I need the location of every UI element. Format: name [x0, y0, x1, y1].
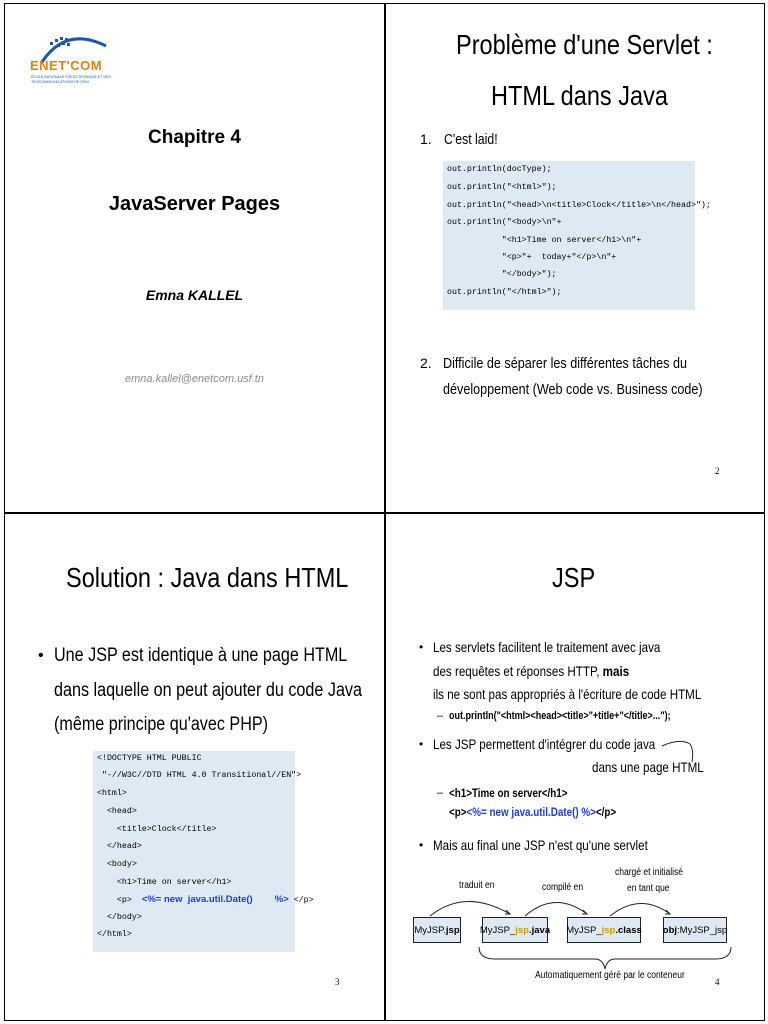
- code-block: [443, 161, 711, 310]
- bullet-line: des requêtes et réponses HTTP, mais: [433, 663, 630, 679]
- sub-bullet: <h1>Time on server</h1>: [449, 786, 568, 800]
- code-line: out.println("<html>");: [447, 183, 557, 192]
- author-email: emna.kallel@enetcom.usf.tn: [125, 373, 264, 385]
- flow-box-java: MyJSP_ jsp .java: [482, 917, 548, 943]
- list-item-2-line2: développement (Web code vs. Business code): [443, 381, 703, 398]
- code-line: <!DOCTYPE HTML PUBLIC: [97, 754, 202, 763]
- code-line: <html>: [97, 789, 127, 798]
- list-item-1: C'est laid!: [444, 131, 498, 148]
- code-line: <title>Clock</title>: [97, 825, 217, 834]
- page-number: 2: [715, 466, 720, 476]
- bullet-line: dans une page HTML: [592, 759, 704, 775]
- bullet-line: ils ne sont pas appropriés à l'écriture de code HTML: [433, 686, 702, 702]
- list-number-1: 1.: [420, 131, 432, 147]
- list-item-2-line1: Difficile de séparer les différentes tâches du: [443, 355, 687, 372]
- page-number: 4: [715, 977, 720, 987]
- bullet-line: Mais au final une JSP n'est qu'une servlet: [433, 837, 648, 853]
- list-number-2: 2.: [420, 355, 432, 371]
- sub-bullet: <p><%= new java.util.Date() %></p>: [449, 805, 617, 819]
- curved-arrow-icon: [660, 738, 700, 778]
- code-line: <body>: [97, 860, 137, 869]
- slide-title: Solution : Java dans HTML: [66, 562, 349, 593]
- logo-text: ENET'COM: [30, 58, 103, 73]
- code-line: </body>: [97, 913, 142, 922]
- flow-bottom-label: Automatiquement géré par le conteneur: [535, 970, 685, 981]
- bullet-line: Une JSP est identique à une page HTML: [54, 645, 348, 666]
- bullet-line: (même principe qu'avec PHP): [54, 714, 269, 735]
- author-name: Emna KALLEL: [145, 287, 244, 303]
- logo-subtitle: ÉCOLE NATIONALE D'ÉLECTRONIQUE ET DES TÉLÉCOMMUNICATIONS DE SFAX: [31, 75, 111, 84]
- bullet-icon: •: [38, 647, 44, 664]
- code-line: "<p>"+ today+"</p>\n"+: [447, 253, 617, 262]
- bullet-icon: •: [419, 737, 424, 751]
- code-block: [93, 751, 314, 952]
- flow-box-object: obj :MyJSP_jsp: [663, 917, 727, 943]
- code-line: out.println(docType);: [447, 165, 552, 174]
- flow-label-compiled: compilé en: [542, 882, 584, 893]
- flow-label-loaded-1: chargé et initialisé: [615, 867, 684, 878]
- jsp-expression: <%= new java.util.Date() %>: [466, 805, 596, 819]
- code-line: out.println("<body>\n"+: [447, 218, 562, 227]
- flow-label-translated: traduit en: [459, 880, 495, 891]
- page-number: 3: [335, 977, 340, 987]
- code-line: </head>: [97, 842, 142, 851]
- code-line: "</body>");: [447, 270, 557, 279]
- flow-box-class: MyJSP_ jsp .class: [567, 917, 641, 943]
- dash-icon: –: [437, 787, 444, 799]
- dash-icon: –: [437, 710, 444, 722]
- code-line: <head>: [97, 807, 137, 816]
- bullet-icon: •: [419, 838, 424, 852]
- bullet-icon: •: [419, 640, 424, 654]
- sub-bullet: out.println("<html><head><title>"+title+"</title>...");: [449, 710, 671, 722]
- code-line: <h1>Time on server</h1>: [97, 878, 232, 887]
- code-line: "<h1>Time on server</h1>\n"+: [447, 236, 642, 245]
- flow-box-jsp: MyJSP. jsp: [413, 917, 461, 943]
- code-line-jsp: <p> <%= new java.util.Date() %> </p>: [97, 894, 314, 905]
- slide-title: JavaServer Pages: [108, 193, 281, 215]
- code-line: "-//W3C//DTD HTML 4.0 Transitional//EN">: [97, 771, 302, 780]
- jsp-expression-end: %>: [274, 894, 289, 905]
- slide-title-line2: HTML dans Java: [491, 80, 668, 111]
- flow-label-loaded-2: en tant que: [627, 883, 670, 894]
- flow-arrows-icon: [405, 890, 755, 920]
- slide-title-line1: Problème d'une Servlet :: [456, 29, 713, 60]
- slide-title: JSP: [552, 562, 596, 593]
- jsp-expression: <%= new java.util.Date(): [141, 894, 253, 905]
- code-line: out.println("</html>");: [447, 288, 562, 297]
- chapter-label: Chapitre 4: [148, 127, 241, 148]
- bullet-line: Les servlets facilitent le traitement avec java: [433, 639, 661, 655]
- brace-icon: [475, 945, 735, 973]
- code-line: out.println("<head>\n<title>Clock</title>\n</head>");: [447, 201, 711, 210]
- bullet-line: dans laquelle on peut ajouter du code Java: [54, 680, 362, 701]
- bullet-line: Les JSP permettent d'intégrer du code java: [433, 736, 656, 752]
- code-line: </html>: [97, 930, 132, 939]
